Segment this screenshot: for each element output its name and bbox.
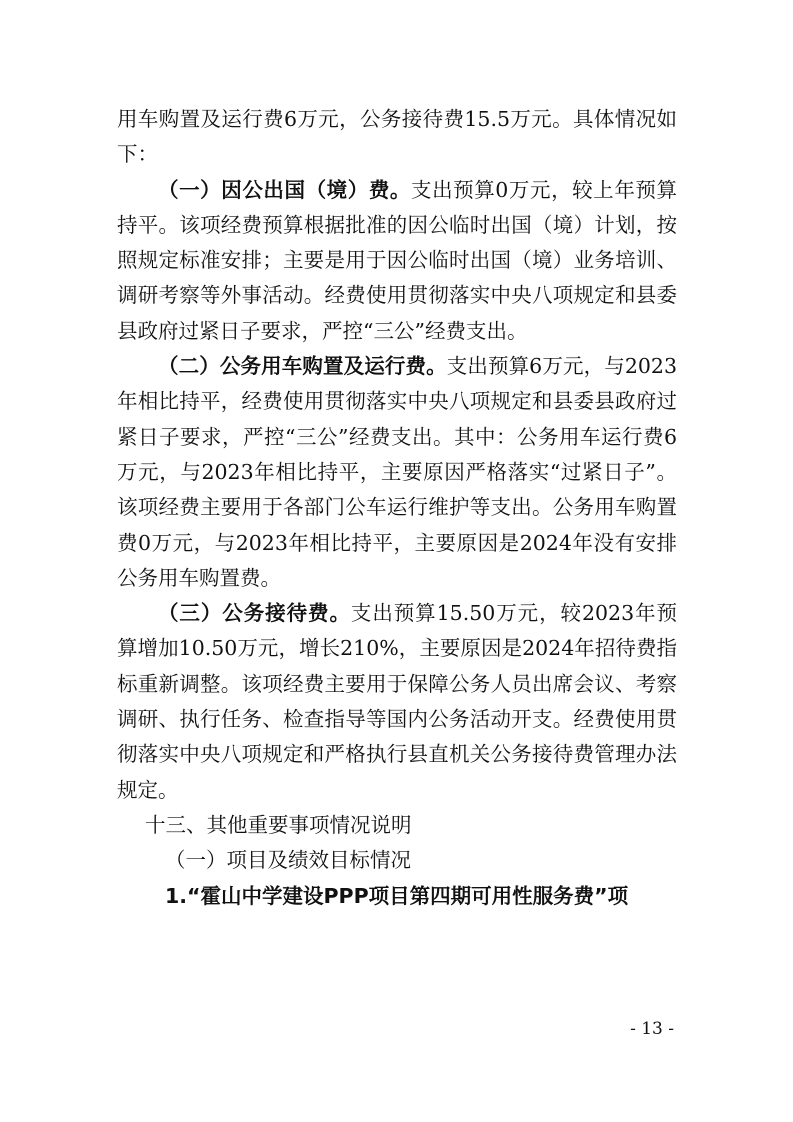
paragraph-official-vehicles	[117, 349, 677, 596]
paragraph-text: 支出预算6万元，与2023年相比持平，经费使用贯彻落实中央八项规定和县委县政府过紧日子要求，严控“三公”经费支出。其中：公务用车运行费6万元，与2023年相比持平，主要原因严格落实“过紧日子”。该项经费主要用于各部门公车运行维护等支出。公务用车购置费0万元，与2023年相比持平，主要原因是2024年没有安排公务用车购置费。	[117, 354, 678, 590]
page-number: - 13 -	[630, 1019, 674, 1039]
subsection-heading: （一）项目及绩效目标情况	[165, 848, 411, 873]
paragraph-title: （一）因公出国（境）费。	[158, 177, 411, 202]
section-heading-13: 十三、其他重要事项情况说明	[145, 812, 412, 837]
paragraph-text: 支出预算0万元，较上年预算持平。该项经费预算根据批准的因公临时出国（境）计划，按照规定标准安排；主要是用于因公临时出国（境）业务培训、调研考察等外事活动。经费使用贯彻落实中央八项规定和县委县政府过紧日子要求，严控“三公”经费支出。	[117, 177, 678, 343]
paragraph-intro: 用车购置及运行费6万元，公务接待费15.5万元。具体情况如下：	[117, 107, 677, 167]
paragraph-title: （二）公务用车购置及运行费。	[158, 354, 447, 379]
item-heading: 1.“霍山中学建设PPP项目第四期可用性服务费”项	[165, 883, 629, 908]
paragraph-title: （三）公务接待费。	[158, 601, 351, 626]
document-body	[117, 102, 677, 914]
paragraph-overseas-travel	[117, 173, 677, 349]
paragraph-official-reception	[117, 596, 677, 808]
paragraph-text: 支出预算15.50万元，较2023年预算增加10.50万元，增长210%，主要原因是2024年招待费指标重新调整。该项经费主要用于保障公务人员出席会议、考察调研、执行任务、检查指导等国内公务活动开支。经费使用贯彻落实中央八项规定和严格执行县直机关公务接待费管理办法规定。	[117, 601, 678, 802]
